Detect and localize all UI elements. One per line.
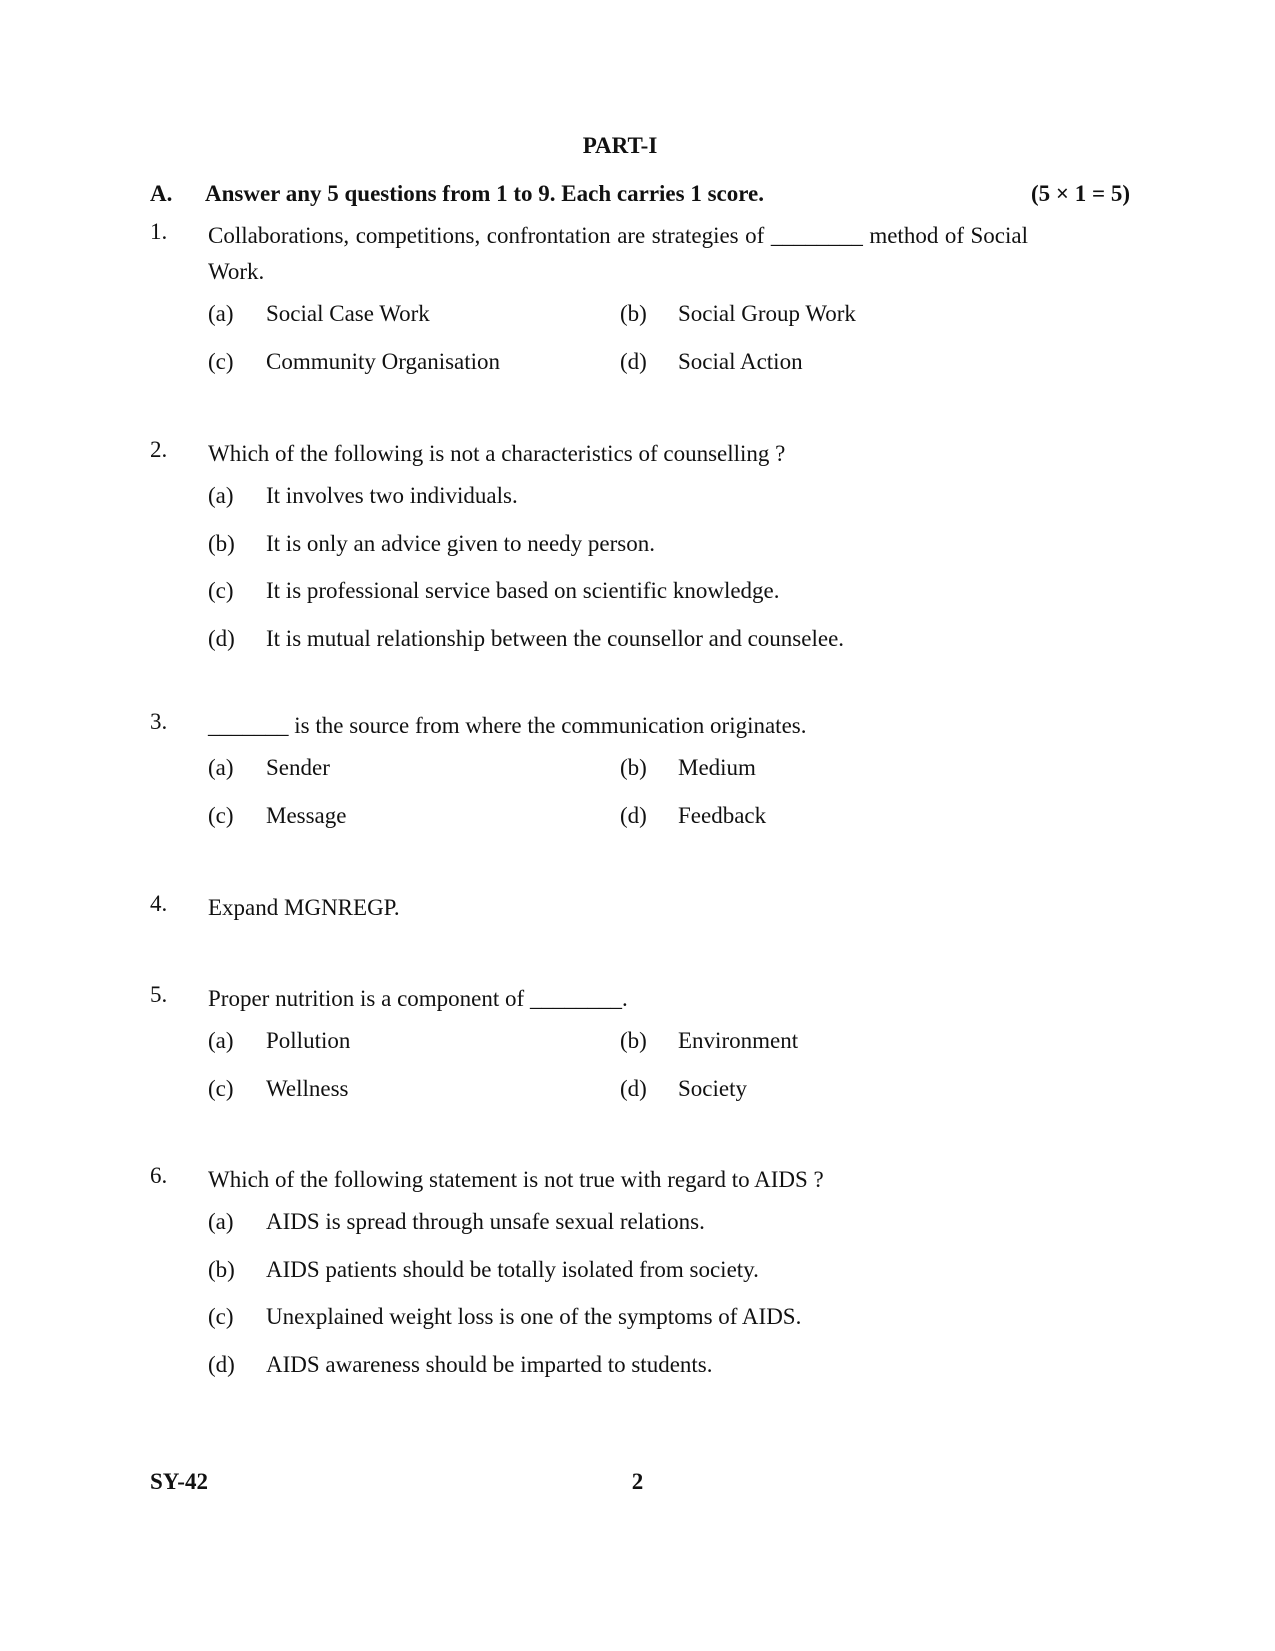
- option-text: Feedback: [678, 803, 767, 828]
- option-text: AIDS patients should be totally isolated from society.: [266, 1256, 759, 1282]
- option-text: It is professional service based on scientific knowledge.: [266, 578, 780, 603]
- section-marks: (5 × 1 = 5): [1030, 181, 1130, 206]
- question-text: Proper nutrition is a component of ________.: [208, 986, 628, 1011]
- option-text: Sender: [266, 755, 330, 780]
- section-label: A.: [150, 181, 173, 206]
- option-label: (b): [620, 755, 647, 780]
- page-number: 2: [631, 1469, 644, 1494]
- option-label: (a): [208, 1028, 234, 1053]
- option-label: (c): [208, 349, 234, 374]
- option-label: (c): [208, 1304, 234, 1329]
- options-grid: [150, 1027, 1080, 1123]
- option-text: Society: [678, 1076, 747, 1101]
- option-text: Social Case Work: [266, 301, 430, 326]
- question-3: [150, 708, 1080, 850]
- option-text: It is only an advice given to needy person.: [266, 530, 655, 556]
- option-text: Community Organisation: [266, 349, 501, 374]
- question-text: Which of the following is not a characteristics of counselling ?: [208, 441, 786, 466]
- option-text: AIDS is spread through unsafe sexual relations.: [266, 1209, 705, 1234]
- option-text: Message: [266, 803, 347, 828]
- question-5: [150, 981, 1080, 1123]
- option-label: (d): [620, 1076, 647, 1101]
- option-text: Wellness: [266, 1076, 349, 1101]
- question-text: Which of the following statement is not true with regard to AIDS ?: [208, 1167, 824, 1192]
- option-label: (b): [208, 530, 235, 556]
- question-text: Expand MGNREGP.: [208, 895, 400, 920]
- section-header: [150, 180, 1130, 214]
- paper-code: SY-42: [150, 1469, 208, 1494]
- option-label: (a): [208, 755, 234, 780]
- option-text: Social Action: [678, 349, 803, 374]
- question-number: 5.: [150, 982, 168, 1007]
- question-number: 4.: [150, 891, 168, 916]
- option-label: (c): [208, 578, 234, 603]
- options-list: [150, 482, 1080, 672]
- question-4: [150, 890, 1080, 926]
- option-text: Social Group Work: [678, 301, 856, 326]
- option-label: (c): [208, 803, 234, 828]
- option-label: (b): [620, 1028, 647, 1053]
- question-number: 6.: [150, 1163, 168, 1188]
- option-text: Unexplained weight loss is one of the symptoms of AIDS.: [266, 1304, 802, 1329]
- option-text: It involves two individuals.: [266, 483, 518, 508]
- question-6: [150, 1162, 1080, 1398]
- question-number: 2.: [150, 437, 168, 462]
- question-1: [150, 218, 1080, 396]
- option-label: (b): [620, 301, 647, 326]
- section-instruction: Answer any 5 questions from 1 to 9. Each carries 1 score.: [205, 181, 764, 206]
- option-label: (a): [208, 1209, 234, 1234]
- question-number: 3.: [150, 709, 168, 734]
- question-number: 1.: [150, 219, 168, 244]
- option-label: (d): [620, 349, 647, 374]
- options-list: [150, 1208, 1080, 1398]
- option-text: It is mutual relationship between the counsellor and counselee.: [266, 625, 845, 651]
- option-text: AIDS awareness should be imparted to students.: [266, 1351, 713, 1377]
- options-grid: [150, 300, 1080, 396]
- question-2: [150, 436, 1080, 672]
- options-grid: [150, 754, 1080, 850]
- option-label: (b): [208, 1256, 235, 1282]
- option-label: (d): [208, 625, 235, 651]
- option-text: Environment: [678, 1028, 799, 1053]
- option-label: (a): [208, 483, 234, 508]
- option-label: (c): [208, 1076, 234, 1101]
- option-label: (d): [620, 803, 647, 828]
- option-label: (a): [208, 301, 234, 326]
- question-text: _______ is the source from where the communication originates.: [208, 713, 807, 738]
- option-text: Pollution: [266, 1028, 351, 1053]
- part-title: PART-I: [582, 133, 658, 158]
- option-label: (d): [208, 1351, 235, 1377]
- option-text: Medium: [678, 755, 756, 780]
- question-text: Collaborations, competitions, confrontation are strategies of ________ method of Social Work.: [208, 223, 1028, 284]
